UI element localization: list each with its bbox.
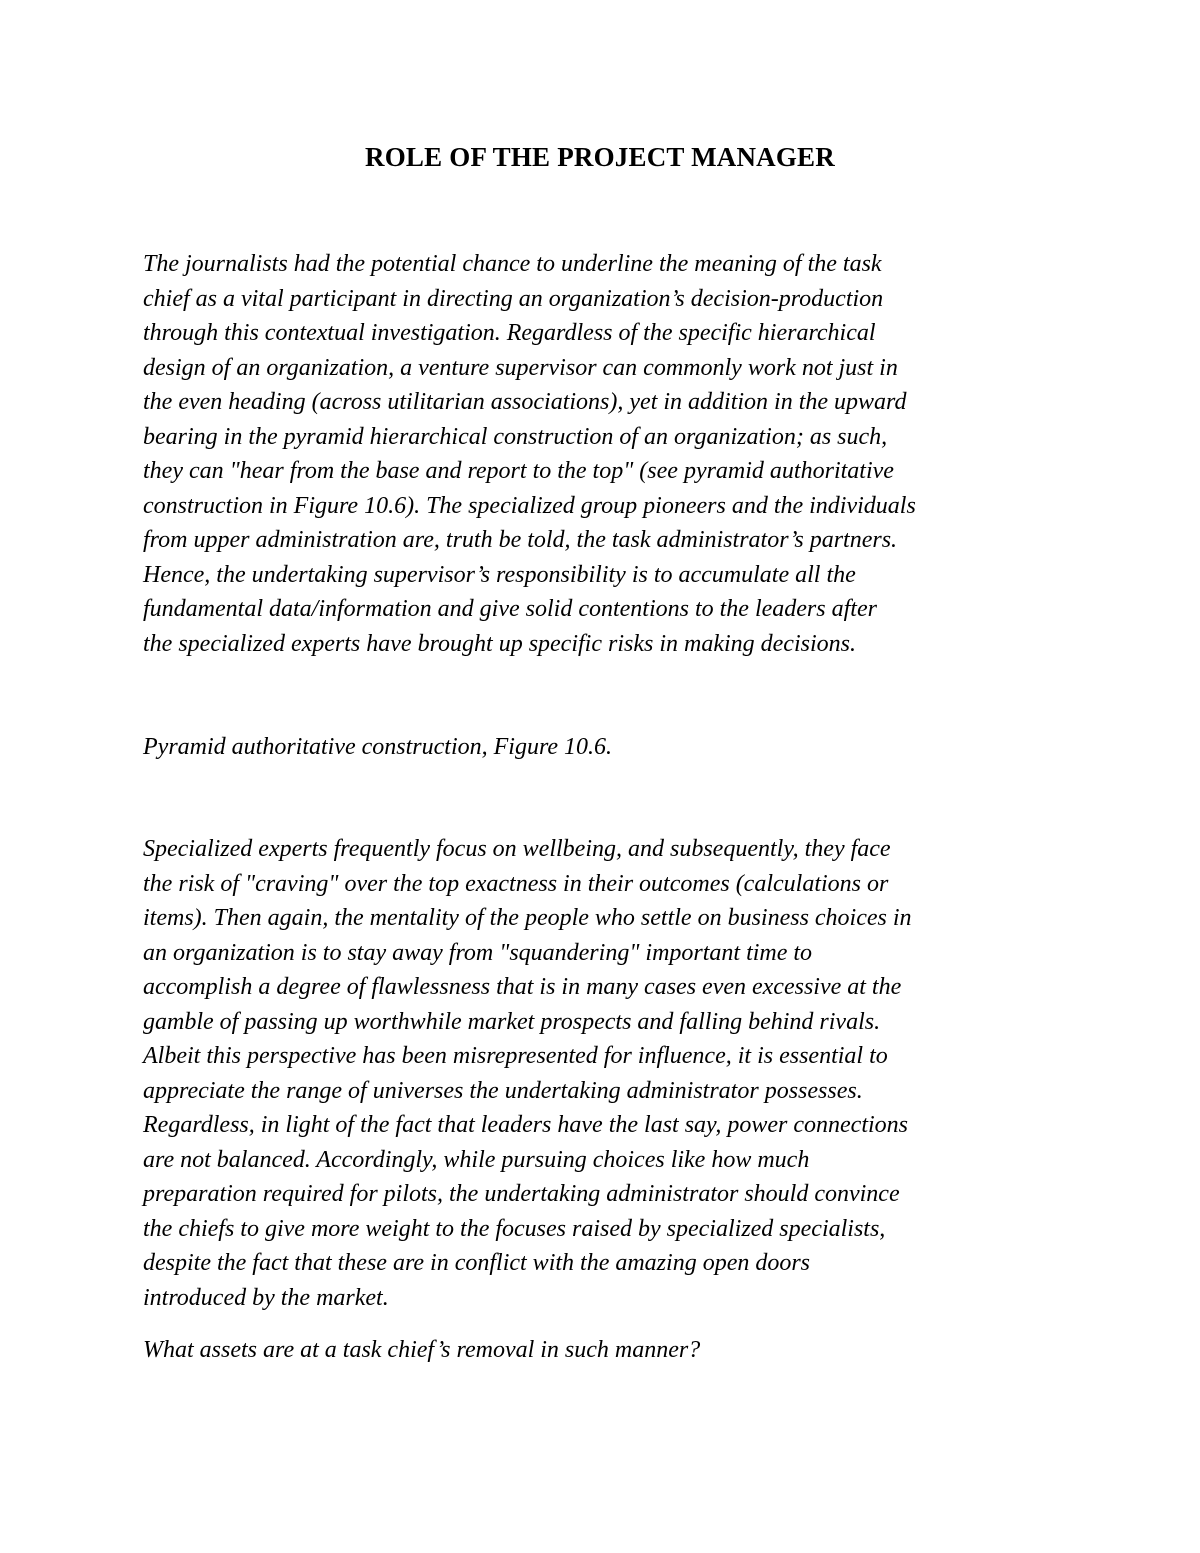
text-line: construction in Figure 10.6). The specialized group pioneers and the individuals: [143, 492, 916, 519]
text-line: the risk of "craving" over the top exactness in their outcomes (calculations or: [143, 870, 889, 897]
text-line: appreciate the range of universes the undertaking administrator possesses.: [143, 1077, 863, 1104]
question-text: What assets are at a task chief’s removal in such manner?: [143, 1337, 701, 1363]
text-line: from upper administration are, truth be told, the task administrator’s partners.: [143, 527, 898, 553]
text-line: through this contextual investigation. Regardless of the specific hierarchical: [143, 320, 876, 346]
text-line: Albeit this perspective has been misrepresented for influence, it is essential to: [143, 1043, 888, 1069]
text-line: fundamental data/information and give solid contentions to the leaders after: [143, 596, 877, 622]
text-line: the chiefs to give more weight to the focuses raised by specialized specialists,: [143, 1215, 886, 1242]
text-line: items). Then again, the mentality of the people who settle on business choices in: [143, 905, 912, 931]
paragraph-experts: [143, 832, 1063, 1315]
text-line: an organization is to stay away from "squandering" important time to: [143, 939, 813, 966]
text-line: Regardless, in light of the fact that leaders have the last say, power connections: [143, 1112, 908, 1138]
document-title: ROLE OF THE PROJECT MANAGER: [365, 142, 835, 172]
text-line: the even heading (across utilitarian associations), yet in addition in the upward: [143, 389, 907, 415]
text-line: gamble of passing up worthwhile market prospects and falling behind rivals.: [143, 1008, 881, 1035]
text-line: are not balanced. Accordingly, while pursuing choices like how much: [143, 1146, 810, 1173]
figure-caption: Pyramid authoritative construction, Figure 10.6.: [143, 734, 613, 760]
text-line: bearing in the pyramid hierarchical construction of an organization; as such,: [143, 423, 888, 450]
text-line: the specialized experts have brought up specific risks in making decisions.: [143, 630, 856, 657]
paragraph-intro: [143, 247, 1063, 661]
text-line: The journalists had the potential chance to underline the meaning of the task: [143, 251, 882, 277]
text-line: chief as a vital participant in directing an organization’s decision-production: [143, 285, 884, 312]
text-line: they can "hear from the base and report to the top" (see pyramid authoritative: [143, 458, 894, 484]
text-line: Hence, the undertaking supervisor’s responsibility is to accumulate all the: [143, 561, 856, 588]
text-line: design of an organization, a venture supervisor can commonly work not just in: [143, 354, 898, 381]
text-line: introduced by the market.: [143, 1284, 389, 1311]
text-line: Specialized experts frequently focus on wellbeing, and subsequently, they face: [143, 836, 891, 862]
text-line: despite the fact that these are in conflict with the amazing open doors: [143, 1250, 811, 1276]
text-line: accomplish a degree of flawlessness that is in many cases even excessive at the: [143, 974, 902, 1000]
text-line: preparation required for pilots, the undertaking administrator should convince: [143, 1181, 900, 1207]
